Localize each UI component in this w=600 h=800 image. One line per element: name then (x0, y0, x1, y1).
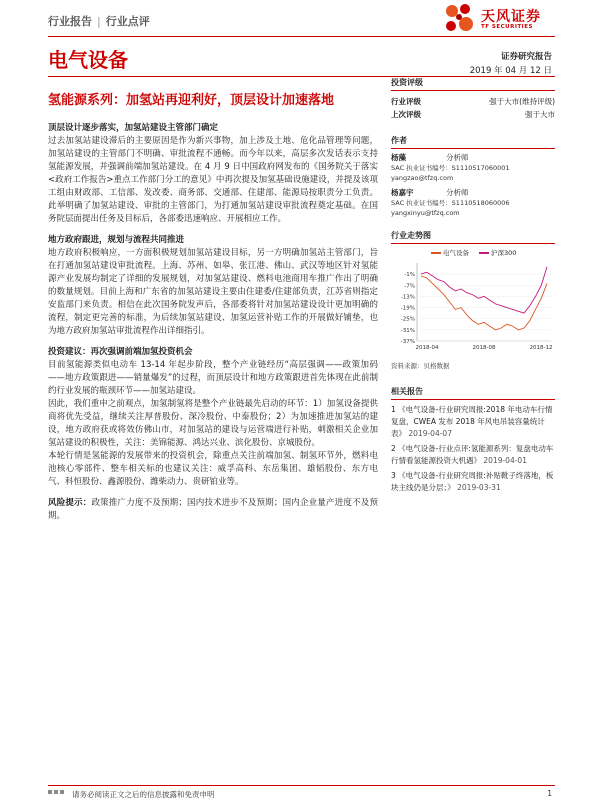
trend-chart-svg (391, 259, 555, 359)
related-num: 2 (391, 444, 396, 453)
related-text: 《电气设备-行业研究周报:补贴靴子终落地，板块主线仍是分层；》 (391, 471, 554, 492)
x-tick-label: 2018-08 (472, 345, 496, 351)
report-date: 2019 年 04 月 12 日 (469, 66, 552, 76)
footer-disclaimer: 请务必阅读正文之后的信息披露和免责申明 (72, 790, 215, 799)
prev-rating-value: 强于大市 (525, 110, 555, 119)
y-tick-label: -31% (400, 327, 415, 334)
x-tick-label: 2018-04 (415, 345, 439, 351)
related-heading: 相关报告 (391, 386, 555, 400)
section-heading: 地方政府跟进，规划与流程共同推进 (48, 235, 185, 245)
chart-source: 资料来源：贝格数据 (391, 362, 450, 370)
related-text: 《电气设备-行业点评:氢能源系列：复盘电动车行情看氢能源投资大机遇》 (391, 444, 554, 465)
author-name: 杨藻 (391, 153, 406, 162)
author-title: 分析师 (446, 153, 469, 162)
rating-heading: 投资评级 (391, 77, 555, 91)
trend-chart (391, 259, 555, 359)
series-line (421, 267, 547, 313)
section-heading: 顶层设计逐步落实，加氢站建设主管部门确定 (48, 123, 219, 133)
legend-label: 沪深300 (491, 249, 517, 257)
related-date: 2019-03-31 (457, 483, 501, 492)
legend-item (431, 248, 469, 257)
legend-item (479, 248, 516, 257)
related-item[interactable] (391, 443, 555, 467)
author-cert: SAC 执业证书编号：S1110518060006 (391, 199, 510, 207)
y-tick-label: -25% (400, 316, 415, 323)
category-label: 行业报告 (48, 15, 92, 28)
y-tick-label: -19% (400, 305, 415, 312)
footer-dots-icon (48, 788, 66, 797)
risk-heading: 风险提示： (48, 498, 92, 508)
sidebar (391, 77, 555, 497)
author-email[interactable]: yangxinyu@tfzq.com (391, 209, 460, 217)
footer-rule (48, 785, 555, 786)
authors-heading: 作者 (391, 135, 555, 149)
series-line (421, 276, 547, 330)
related-text: 《电气设备-行业研究周报:2018 年电动车行情复盘，CWEA 发布 2018 年风电吊装容量统计表》 (391, 405, 553, 438)
y-tick-label: -13% (400, 294, 415, 301)
author-name: 杨嘉宇 (391, 188, 414, 197)
report-type: 证券研究报告 (500, 52, 552, 62)
report-title: 氢能源系列：加氢站再迎利好，顶层设计加速落地 (48, 93, 335, 108)
author-email[interactable]: yangzao@tfzq.com (391, 174, 454, 182)
section-paragraph: 因此，我们重申之前观点，加氢制氢将是整个产业链最先启动的环节：1）加氢设备提供商将优先受益，继续关注厚普股份、深冷股份、中泰股份；2）为加速推进加氢站的建设，地方政府获或将效仿佛山市，对加氢站的建设与运营端进行补贴，刺激相关企业加氢站建设的积极性，关注：美锦能源、鸿达兴业、滨化股份、京城股份。 (48, 399, 378, 448)
sub-category-label: 行业点评 (105, 15, 150, 28)
sector-name: 电气设备 (48, 48, 128, 72)
related-date: 2019-04-01 (483, 456, 527, 465)
company-logo (443, 2, 563, 36)
x-tick-label: 2018-12 (529, 345, 553, 351)
y-tick-label: -1% (404, 272, 415, 279)
author-card (391, 188, 555, 218)
legend-swatch (431, 252, 441, 254)
y-tick-label: -37% (400, 339, 415, 345)
y-tick-label: -7% (404, 283, 415, 290)
logo-name: 天风证券 (481, 9, 541, 25)
rating-value: 强于大市(维持评级) (489, 97, 555, 106)
related-list (391, 404, 555, 494)
section-paragraph: 目前氢能源类似电动车 13-14 年起步阶段，整个产业链经历“高层强调——政策加码——地方政策跟进——销量爆发”的过程，而顶层设计和地方政策跟进首先体现在此前制约行业发展的瓶颈环节——加氢站建设。 (48, 360, 378, 396)
author-cert: SAC 执业证书编号：S1110517060001 (391, 164, 510, 172)
report-category (48, 13, 150, 29)
author-title: 分析师 (446, 188, 469, 197)
related-item[interactable] (391, 404, 555, 440)
section-paragraph: 过去加氢站建设滞后的主要原因是作为新兴事物，加上涉及土地、危化品管理等问题，加氢站建设的主管部门不明确、审批流程不通畅。而今年以来，高层多次发话表示支持氢能源发展，并强调前端加氢站建设。在 4 月 9 日中国政府网发布的《国务院关于落实<政府工作报告>重点工作部门分工的意见》中再次提及加氢基础设施建设，并提及该项工组由财政部、工信部、发改委、商务部、交通部、住建部、能源局按职责分工负责。此举明确了加氢站建设、审批的主管部门，为打通加氢站建设审批流程奠定基础。在国务院层面提出任务及目标后，各部委迅速响应、开展相应工作。 (48, 136, 378, 224)
section-paragraph: 地方政府积极响应，一方面积极规划加氢站建设目标，另一方明确加氢站主管部门，旨在打通加氢站建设审批流程。上海、苏州、如皋、张江港、佛山、武汉等地区针对氢能源产业发展均制定了详细的发展规划，对加氢站建设、燃料电池商用车推广作出了明确的数量规划。目前上海和广东省的加氢站建设主要由住建委/住建部负责，江苏省则指定安监部门来负责。相信在此次国务院发声后，各部委将针对加氢站建设设计更加明确的流程，制定更完善的标准，为后续加氢站建设、加氢运营补贴工作的开展做好铺垫，也为地方政府加氢站审批流程作出详细指引。 (48, 248, 378, 336)
section-heading: 投资建议：再次强调前端加氢投资机会 (48, 347, 193, 357)
risk-text: 政策推广力度不及预期；国内技术进步不及预期；国内企业量产进度不及预期。 (48, 498, 378, 521)
legend-swatch (479, 252, 489, 254)
related-num: 1 (391, 405, 396, 414)
header-rule (48, 36, 555, 37)
rating-label: 行业评级 (391, 97, 421, 106)
related-item[interactable] (391, 470, 555, 494)
risk-paragraph (48, 497, 378, 523)
page-number: 1 (547, 789, 552, 798)
prev-rating-row (391, 108, 555, 121)
tf-logo-icon (443, 2, 477, 36)
chart-legend (431, 248, 555, 257)
related-num: 3 (391, 471, 396, 480)
main-content (48, 122, 378, 531)
related-date: 2019-04-07 (408, 429, 452, 438)
section-paragraph: 本轮行情是氢能源的发展带来的投资机会，除重点关注前端加氢、制氢环节外，燃料电池核心零部件、整车相关标的也建议关注：威孚高科、东岳集团、雄韬股份、东方电气、科恒股份、鑫源股份、潍柴动力、贵研铂业等。 (48, 451, 378, 487)
author-card (391, 153, 555, 183)
rating-row (391, 95, 555, 108)
trend-heading: 行业走势图 (391, 230, 555, 244)
legend-label: 电气设备 (443, 249, 469, 257)
prev-rating-label: 上次评级 (391, 110, 421, 119)
category-separator: | (97, 15, 101, 28)
logo-sub: TF SECURITIES (481, 24, 533, 30)
